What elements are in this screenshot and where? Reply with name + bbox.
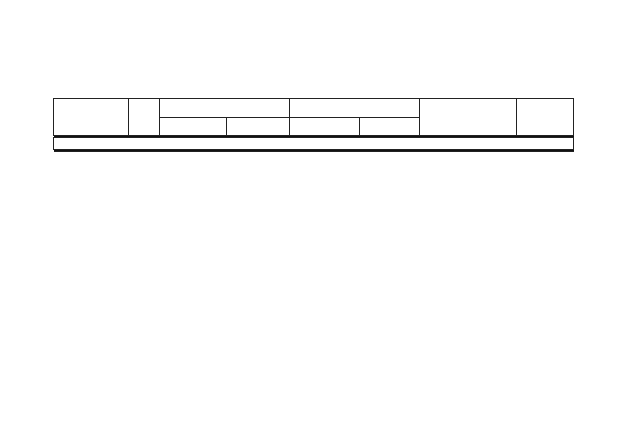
header-age bbox=[129, 99, 160, 136]
separator-line bbox=[54, 150, 574, 152]
header-license-date bbox=[360, 118, 420, 136]
history-table bbox=[53, 98, 574, 152]
header-row-1 bbox=[54, 99, 574, 118]
kind-field bbox=[71, 87, 117, 97]
header-school-name bbox=[160, 118, 227, 136]
header-school bbox=[160, 99, 290, 118]
header-license-name bbox=[290, 118, 360, 136]
gap-row bbox=[54, 138, 574, 150]
header-experience bbox=[420, 99, 517, 136]
header-name bbox=[54, 99, 129, 136]
header-major bbox=[227, 118, 290, 136]
header-years bbox=[517, 99, 574, 136]
header-license bbox=[290, 99, 420, 118]
